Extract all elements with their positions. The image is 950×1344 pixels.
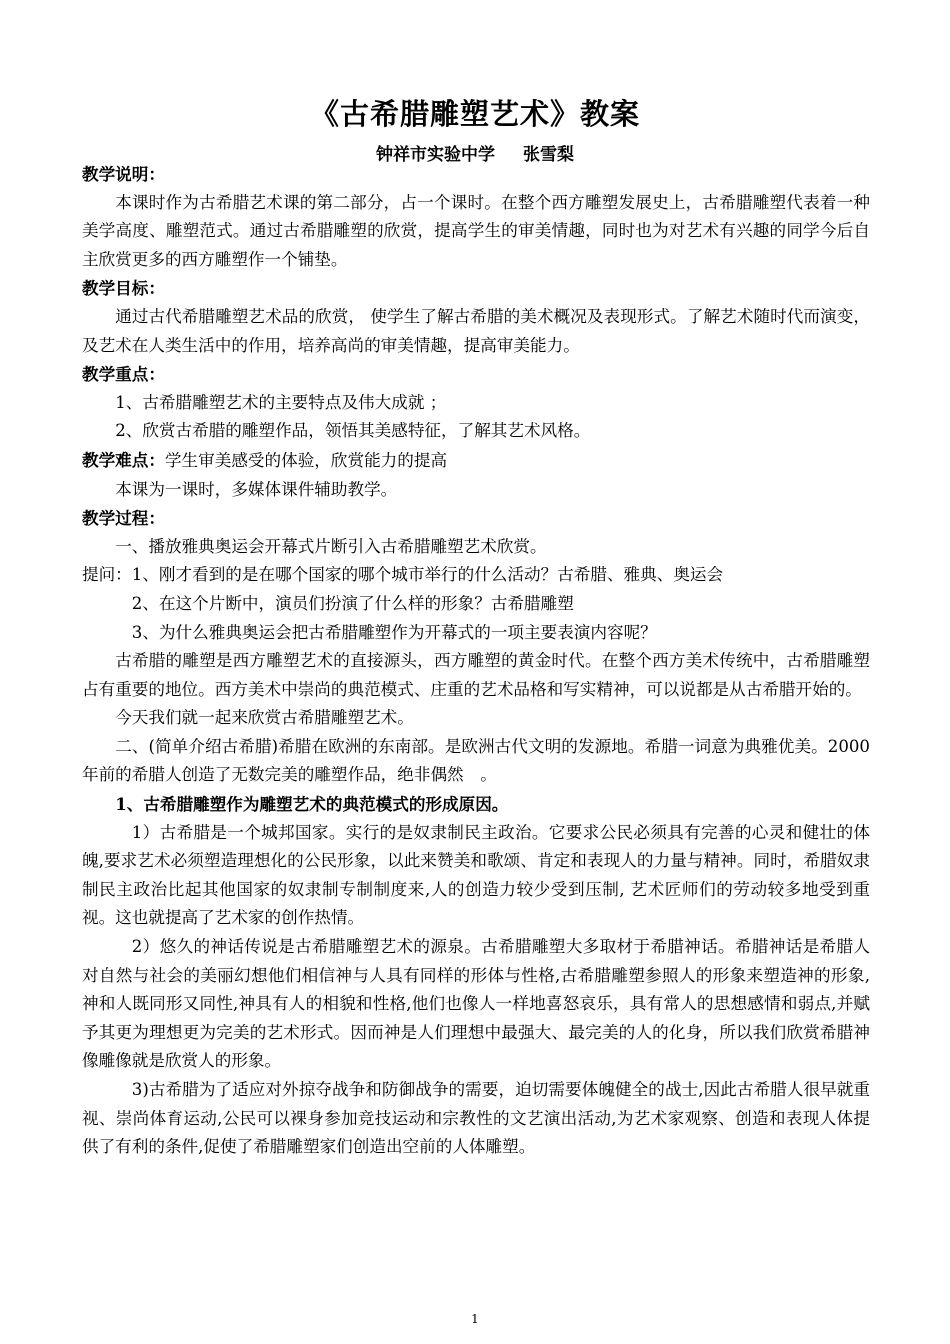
section-heading-process: 教学过程： xyxy=(82,508,165,529)
section-heading-key: 教学重点： xyxy=(82,364,165,385)
paragraph-origin: 古希腊的雕塑是西方雕塑艺术的直接源头，西方雕塑的黄金时代。在整个西方美术传统中，古希腊雕塑占有重要的地位。西方美术中崇尚的典范模式、庄重的艺术品格和写实精神，可以说都是从古希腊开始的。 xyxy=(82,651,870,699)
difficulty-text: 学生审美感受的体验，欣赏能力的提高 xyxy=(164,450,448,470)
key-point-2: 2、欣赏古希腊的雕塑作品，领悟其美感特征，了解其艺术风格。 xyxy=(115,421,591,441)
question-2: 2、在这个片断中，演员们扮演了什么样的形象？古希腊雕塑 xyxy=(131,593,574,613)
question-3: 3、为什么雅典奥运会把古希腊雕塑作为开幕式的一项主要表演内容呢？ xyxy=(131,622,657,642)
paragraph-greece: 二、(简单介绍古希腊)希腊在欧洲的东南部。是欧洲古代文明的发源地。希腊一词意为典雅优美。2000年前的希腊人创造了无数完美的雕塑作品，绝非偶然 。 xyxy=(82,736,870,785)
school-name: 钟祥市实验中学 xyxy=(376,145,495,165)
process-step-1: 一、播放雅典奥运会开幕式片断引入古希腊雕塑艺术欣赏。 xyxy=(115,536,547,556)
page-number: 1 xyxy=(471,1312,479,1326)
reason-1: 1）古希腊是一个城邦国家。实行的是奴隶制民主政治。它要求公民必须具有完善的心灵和健壮的体魄,要求艺术必须塑造理想化的公民形象，以此来赞美和歌颂、肯定和表现人的力量与精神。同时，希腊奴隶制民主政治比起其他国家的奴隶制专制制度来,人的创造力较少受到压制, 艺术匠师们的劳动较多地受到重视。这也就提高了艺术家的创作热情。 xyxy=(82,822,870,928)
section-heading-explain: 教学说明： xyxy=(82,164,165,184)
paragraph-goal: 通过古代希腊雕塑艺术品的欣赏， 使学生了解古希腊的美术概况及表现形式。了解艺术随时代而演变，及艺术在人类生活中的作用，培养高尚的审美情趣，提高审美能力。 xyxy=(82,306,870,355)
author-name: 张雪梨 xyxy=(523,145,574,165)
lesson-note: 本课为一课时，多媒体课件辅助教学。 xyxy=(115,479,398,499)
question-1: 提问：1、刚才看到的是在哪个国家的哪个城市举行的什么活动？古希腊、雅典、奥运会 xyxy=(82,565,724,585)
paragraph-intro: 今天我们就一起来欣赏古希腊雕塑艺术。 xyxy=(115,708,414,728)
paragraph-explain: 本课时作为古希腊艺术课的第二部分，占一个课时。在整个西方雕塑发展史上，古希腊雕塑代表着一种美学高度、雕塑范式。通过古希腊雕塑的欣赏，提高学生的审美情趣，同时也为对艺术有兴趣的同学今后自主欣赏更多的西方雕塑作一个铺垫。 xyxy=(82,192,870,269)
section-heading-goal: 教学目标： xyxy=(82,278,165,299)
subsection-heading-reasons: 1、古希腊雕塑作为雕塑艺术的典范模式的形成原因。 xyxy=(115,794,509,815)
reason-2: 2）悠久的神话传说是古希腊雕塑艺术的源泉。古希腊雕塑大多取材于希腊神话。希腊神话是希腊人对自然与社会的美丽幻想他们相信神与人具有同样的形体与性格,古希腊雕塑参照人的形象来塑造神的形象,神和人既同形又同性,神具有人的相貌和性格,他们也像人一样地喜怒哀乐，具有常人的思想感情和弱点,并赋予其更为理想更为完美的艺术形式。因而神是人们理想中最强大、最完美的人的化身，所以我们欣赏希腊神像雕像就是欣赏人的形象。 xyxy=(82,937,870,1071)
document-title: 《古希腊雕塑艺术》教案 xyxy=(309,97,640,131)
section-heading-difficulty: 教学难点： xyxy=(82,449,165,470)
document-body xyxy=(82,160,870,1162)
reason-3: 3)古希腊为了适应对外掠夺战争和防御战争的需要，迫切需要体魄健全的战士,因此古希腊人很早就重 视、崇尚体育运动,公民可以裸身参加竞技运动和宗教性的文艺演出活动,为艺术家观察、创造和表现人体提供了有利的条件,促使了希腊雕塑家们创造出空前的人体雕塑。 xyxy=(82,1080,870,1157)
key-point-1: 1、古希腊雕塑艺术的主要特点及伟大成就 ； xyxy=(115,392,447,412)
difficulty-line xyxy=(82,446,870,476)
